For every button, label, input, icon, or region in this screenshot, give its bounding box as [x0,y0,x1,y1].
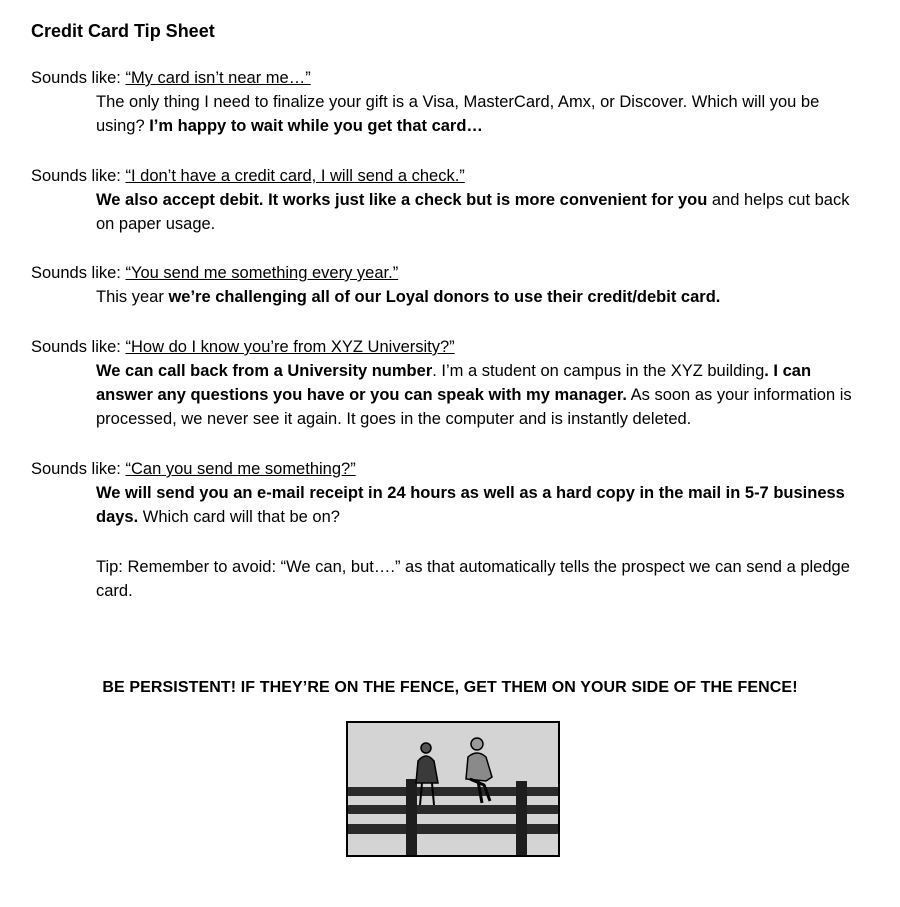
persistence-banner: BE PERSISTENT! IF THEY’RE ON THE FENCE, GET THEM ON YOUR SIDE OF THE FENCE! [102,679,798,696]
response-part: The only thing I need to finalize your gift is a Visa, MasterCard, Amx, or Discover. Which will you be using? [96,93,820,135]
sounds-like-label: Sounds like: [31,338,126,356]
response-part-bold: We can call back from a University number [96,362,433,380]
response-part-bold: I’m happy to wait while you get that card… [149,117,483,135]
tip-text: Tip: Remember to avoid: “We can, but….” as that automatically tells the prospect we can send a pledge card. [96,558,850,600]
objection-quote: “You send me something every year.” [125,264,399,282]
objection-line [31,335,876,359]
response-text [96,359,871,431]
fence-sitters-illustration [346,721,560,857]
objection-quote: “I don’t have a credit card, I will send a check.” [125,167,465,185]
response-part-bold: We will send you an e-mail receipt in 24 hours as well as a hard copy in the mail in 5-7 business days. [96,484,845,526]
sounds-like-label: Sounds like: [31,460,126,478]
objection-quote: “My card isn’t near me…” [125,69,311,87]
objection-section [31,457,876,529]
response-text [96,90,871,138]
objection-line [31,457,876,481]
response-text [96,188,871,236]
person-head [471,738,483,750]
objection-line [31,66,876,90]
response-text [96,285,871,309]
fence-post [406,779,417,855]
response-part: Which card will that be on? [138,508,340,526]
fence-post [516,781,527,855]
response-part: As soon as your information is processed, we never see it again. It goes in the computer and is instantly deleted. [96,386,852,428]
objection-section [31,335,876,431]
objection-quote: “How do I know you’re from XYZ University?” [125,338,455,356]
sounds-like-label: Sounds like: [31,264,126,282]
objection-section [31,261,876,309]
person-head [421,743,431,753]
response-part-bold: . I can answer any questions you have or you can speak with my manager. [96,362,812,404]
response-part: This year [96,288,169,306]
objection-section [31,164,876,236]
objection-quote: “Can you send me something?” [125,460,356,478]
sounds-like-label: Sounds like: [31,167,126,185]
objection-line [31,164,876,188]
response-part-bold: we’re challenging all of our Loyal donors to use their credit/debit card. [168,288,721,306]
objection-line [31,261,876,285]
sounds-like-label: Sounds like: [31,69,126,87]
response-part-bold: We also accept debit. It works just like a check but is more convenient for you [96,191,708,209]
response-text [96,481,871,529]
page-title: Credit Card Tip Sheet [31,21,215,41]
objection-section [31,66,876,138]
response-part: . I’m a student on campus in the XYZ building [432,362,765,380]
response-part: and helps cut back on paper usage. [96,191,850,233]
